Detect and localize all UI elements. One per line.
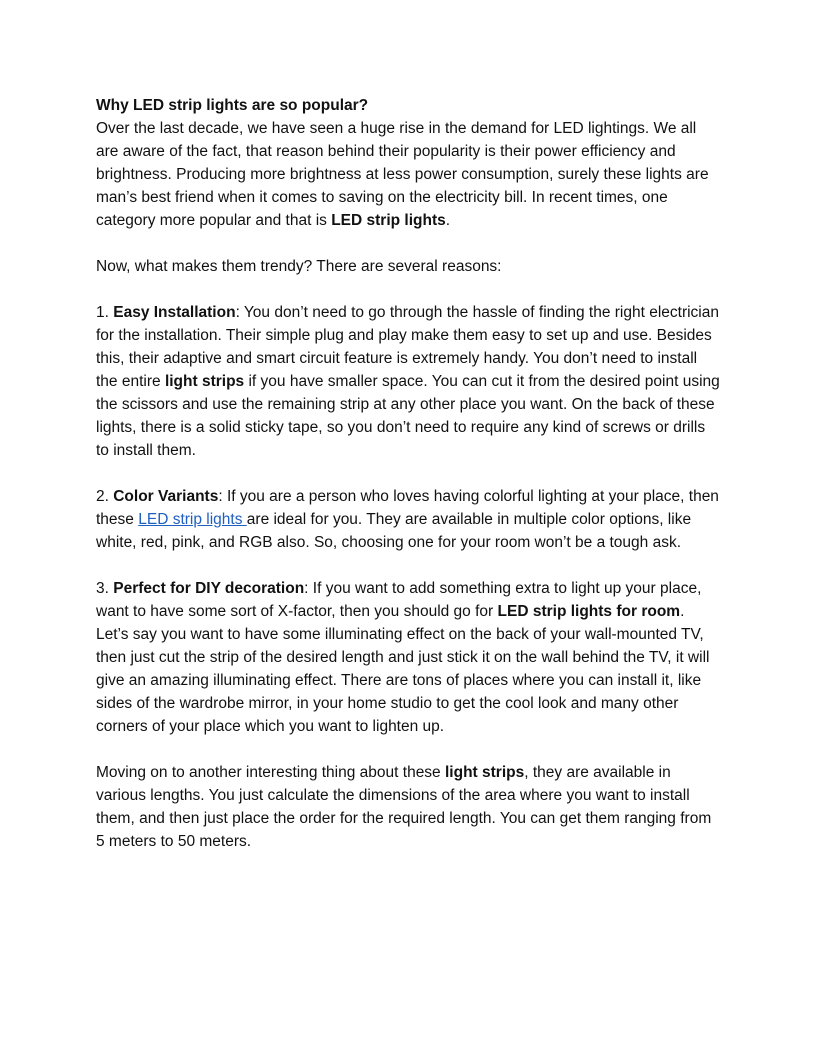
closing-paragraph: [96, 761, 720, 853]
intro-end: .: [445, 212, 451, 229]
point3-paragraph: [96, 577, 720, 738]
document-heading: Why LED strip lights are so popular?: [96, 97, 369, 114]
point3-text-a: : If you want to add something extra to light up your place, want to have some sort of X-factor, then you should go for: [96, 580, 702, 620]
point1-number: 1.: [96, 304, 114, 321]
point1-text-b: if you have smaller space. You can cut it from the desired point using the scissors and use the remaining strip at any other place you want. On the back of these lights, there is a solid sticky tape, so you don’t need to require any kind of screws or drills to install them.: [96, 373, 720, 459]
intro-bold-led-strip-lights: LED strip lights: [331, 212, 446, 229]
point2-number: 2.: [96, 488, 114, 505]
intro-text: Over the last decade, we have seen a huge rise in the demand for LED lightings. We all are aware of the fact, that reason behind their popularity is their power efficiency and brightness. Producing more brightness at less power consumption, surely these lights are man’s best friend when it comes to saving on the electricity bill. In recent times, one category more popular and that is: [96, 120, 709, 229]
point3-bold-led-strip-lights-for-room: LED strip lights for room: [497, 603, 681, 620]
point3-title: Perfect for DIY decoration: [113, 580, 305, 597]
point2-text-a: : If you are a person who loves having colorful lighting at your place, then these: [96, 488, 719, 528]
point1-text-a: : You don’t need to go through the hassle of finding the right electrician for the installation. Their simple plug and play make them easy to set up and use. Besides this, their adaptive and smart circuit feature is extremely handy. You don’t need to install the entire: [96, 304, 719, 390]
point2-title: Color Variants: [113, 488, 219, 505]
point2-paragraph: [96, 485, 720, 554]
point1-title: Easy Installation: [113, 304, 236, 321]
point1-paragraph: [96, 301, 720, 462]
closing-text-a: Moving on to another interesting thing about these: [96, 764, 445, 781]
led-strip-lights-link[interactable]: LED strip lights: [138, 511, 247, 528]
intro-paragraph: [96, 117, 720, 232]
trendy-paragraph: Now, what makes them trendy? There are several reasons:: [96, 258, 502, 275]
point1-bold-light-strips: light strips: [164, 373, 245, 390]
document-page: [96, 94, 720, 853]
closing-bold-light-strips: light strips: [445, 764, 525, 781]
point3-number: 3.: [96, 580, 114, 597]
closing-text-b: , they are available in various lengths. You just calculate the dimensions of the area where you want to install them, and then just place the order for the required length. You can get them ranging from 5 meters to 50 meters.: [96, 764, 712, 850]
point3-text-b: . Let’s say you want to have some illuminating effect on the back of your wall-mounted TV, then just cut the strip of the desired length and just stick it on the wall behind the TV, it will give an amazing illuminating effect. There are tons of places where you can install it, like sides of the wardrobe mirror, in your home studio to get the cool look and many other corners of your place which you want to lighten up.: [96, 603, 710, 735]
point2-text-b: are ideal for you. They are available in multiple color options, like white, red, pink, and RGB also. So, choosing one for your room won’t be a tough ask.: [96, 511, 692, 551]
